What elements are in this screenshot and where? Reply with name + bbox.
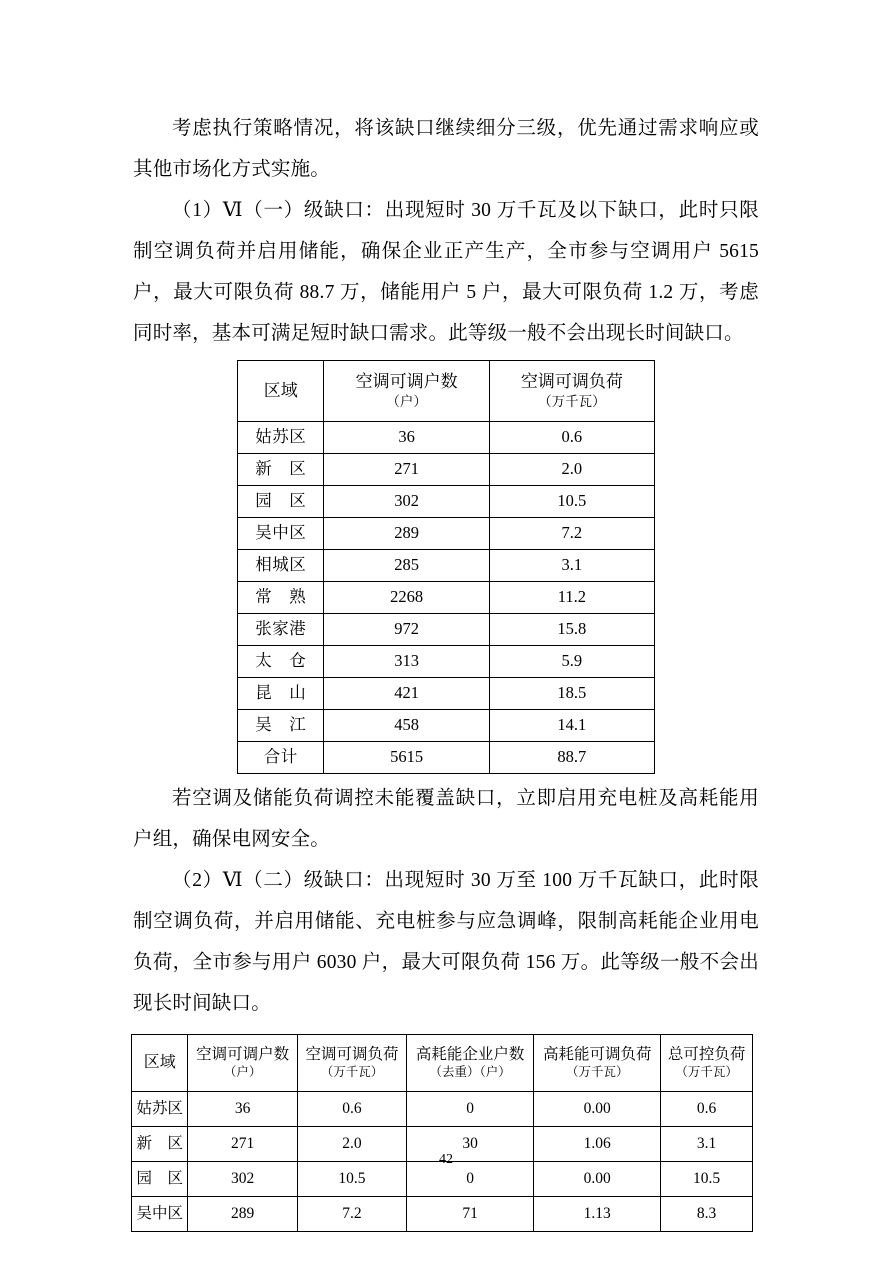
table-row bbox=[238, 582, 655, 614]
table-row bbox=[132, 1035, 753, 1092]
paragraph-level-vi-1: （1）Ⅵ（一）级缺口：出现短时 30 万千瓦及以下缺口，此时只限制空调负荷并启用储能，确保企业正产生产，全市参与空调用户 5615 户，最大可限负荷 88.7 万，储能用户 5 户，最大可限负荷 1.2 万，考虑同时率，基本可满足短时缺口需求。此等级一般不会出现长时间缺口。 bbox=[133, 200, 759, 344]
cell-ac-load: 14.1 bbox=[489, 710, 654, 742]
table-1-head bbox=[238, 361, 655, 422]
table-1-body bbox=[238, 422, 655, 774]
cell-total-load: 0.6 bbox=[661, 1092, 753, 1127]
table-row bbox=[132, 1092, 753, 1127]
cell-ac-load: 0.6 bbox=[489, 422, 654, 454]
cell-ac-load: 7.2 bbox=[489, 518, 654, 550]
th-ac-load-unit: （万千瓦） bbox=[538, 394, 606, 410]
th-high-energy-households-unit: （去重）（户） bbox=[429, 1065, 511, 1080]
cell-region: 太 仓 bbox=[238, 646, 324, 678]
paragraph-storage-note: 若空调及储能负荷调控未能覆盖缺口，立即启用充电桩及高耗能用户组，确保电网安全。 bbox=[133, 788, 759, 850]
th-total-load-unit: （万千瓦） bbox=[675, 1065, 738, 1080]
cell-region: 新 区 bbox=[132, 1127, 188, 1162]
table-2-head bbox=[132, 1035, 753, 1092]
cell-region-total: 合计 bbox=[238, 742, 324, 774]
cell-ac-households: 2268 bbox=[324, 582, 489, 614]
cell-total-load: 3.1 bbox=[661, 1127, 753, 1162]
table-row bbox=[238, 646, 655, 678]
th-ac-load bbox=[297, 1035, 406, 1092]
table-row bbox=[238, 454, 655, 486]
cell-ac-households: 289 bbox=[188, 1197, 297, 1232]
cell-region: 相城区 bbox=[238, 550, 324, 582]
table-row bbox=[238, 614, 655, 646]
page-content bbox=[133, 108, 759, 1232]
cell-region: 园 区 bbox=[132, 1162, 188, 1197]
table-1-wrapper bbox=[133, 360, 759, 774]
cell-ac-households-total: 5615 bbox=[324, 742, 489, 774]
th-ac-households bbox=[188, 1035, 297, 1092]
th-high-energy-load-title: 高耗能可调负荷 bbox=[542, 1046, 652, 1064]
cell-ac-households: 302 bbox=[188, 1162, 297, 1197]
cell-ac-households: 313 bbox=[324, 646, 489, 678]
th-high-energy-load bbox=[534, 1035, 661, 1092]
cell-ac-load: 11.2 bbox=[489, 582, 654, 614]
cell-ac-households: 289 bbox=[324, 518, 489, 550]
cell-high-energy-households: 30 bbox=[407, 1127, 534, 1162]
cell-ac-households: 972 bbox=[324, 614, 489, 646]
th-total-load-title: 总可控负荷 bbox=[667, 1046, 746, 1064]
cell-region: 吴中区 bbox=[238, 518, 324, 550]
cell-high-energy-load: 0.00 bbox=[534, 1092, 661, 1127]
th-ac-households-unit: （户） bbox=[223, 1065, 262, 1080]
cell-region: 姑苏区 bbox=[238, 422, 324, 454]
cell-ac-households: 458 bbox=[324, 710, 489, 742]
table-row bbox=[238, 518, 655, 550]
th-region-title: 区域 bbox=[143, 1053, 176, 1071]
cell-high-energy-load: 1.13 bbox=[534, 1197, 661, 1232]
table-row bbox=[238, 486, 655, 518]
cell-total-load: 10.5 bbox=[661, 1162, 753, 1197]
th-total-load bbox=[661, 1035, 753, 1092]
cell-region: 姑苏区 bbox=[132, 1092, 188, 1127]
th-region bbox=[132, 1035, 188, 1092]
cell-ac-load-total: 88.7 bbox=[489, 742, 654, 774]
cell-ac-load: 10.5 bbox=[297, 1162, 406, 1197]
cell-ac-load: 2.0 bbox=[489, 454, 654, 486]
cell-ac-households: 36 bbox=[324, 422, 489, 454]
cell-ac-households: 36 bbox=[188, 1092, 297, 1127]
cell-high-energy-load: 1.06 bbox=[534, 1127, 661, 1162]
cell-ac-households: 271 bbox=[188, 1127, 297, 1162]
paragraph-level-vi-2: （2）Ⅵ（二）级缺口：出现短时 30 万至 100 万千瓦缺口，此时限制空调负荷，并启用储能、充电桩参与应急调峰，限制高耗能企业用电负荷，全市参与用户 6030 户，最大可限负荷 156 万。此等级一般不会出现长时间缺口。 bbox=[133, 870, 759, 1014]
table-row bbox=[238, 361, 655, 422]
cell-ac-load: 7.2 bbox=[297, 1197, 406, 1232]
th-ac-households-title: 空调可调户数 bbox=[196, 1046, 290, 1064]
cell-ac-households: 421 bbox=[324, 678, 489, 710]
th-high-energy-load-unit: （万千瓦） bbox=[565, 1065, 629, 1080]
table-row bbox=[238, 710, 655, 742]
cell-region: 张家港 bbox=[238, 614, 324, 646]
cell-ac-load: 5.9 bbox=[489, 646, 654, 678]
page-number: 42 bbox=[439, 1152, 453, 1167]
cell-ac-households: 285 bbox=[324, 550, 489, 582]
cell-region: 常 熟 bbox=[238, 582, 324, 614]
cell-region: 吴中区 bbox=[132, 1197, 188, 1232]
cell-region: 园 区 bbox=[238, 486, 324, 518]
cell-high-energy-households: 0 bbox=[407, 1162, 534, 1197]
cell-ac-households: 302 bbox=[324, 486, 489, 518]
cell-ac-load: 15.8 bbox=[489, 614, 654, 646]
table-row-total bbox=[238, 742, 655, 774]
cell-high-energy-load: 0.00 bbox=[534, 1162, 661, 1197]
th-ac-load-title: 空调可调负荷 bbox=[520, 372, 623, 392]
table-row bbox=[238, 550, 655, 582]
table-row bbox=[238, 422, 655, 454]
th-ac-load-title: 空调可调负荷 bbox=[305, 1046, 399, 1064]
th-region bbox=[238, 361, 324, 422]
th-high-energy-households-title: 高耗能企业户数 bbox=[415, 1046, 525, 1064]
cell-total-load: 8.3 bbox=[661, 1197, 753, 1232]
table-row bbox=[132, 1197, 753, 1232]
ac-adjustable-load-table bbox=[237, 360, 655, 774]
paragraph-intro: 考虑执行策略情况，将该缺口继续细分三级，优先通过需求响应或其他市场化方式实施。 bbox=[133, 118, 759, 180]
cell-ac-load: 10.5 bbox=[489, 486, 654, 518]
cell-ac-load: 18.5 bbox=[489, 678, 654, 710]
cell-high-energy-households: 0 bbox=[407, 1092, 534, 1127]
cell-high-energy-households: 71 bbox=[407, 1197, 534, 1232]
controllable-load-detail-table bbox=[131, 1034, 753, 1232]
table-row bbox=[238, 678, 655, 710]
cell-region: 新 区 bbox=[238, 454, 324, 486]
th-high-energy-households bbox=[407, 1035, 534, 1092]
cell-ac-load: 2.0 bbox=[297, 1127, 406, 1162]
th-ac-load bbox=[489, 361, 654, 422]
cell-region: 吴 江 bbox=[238, 710, 324, 742]
cell-ac-load: 0.6 bbox=[297, 1092, 406, 1127]
th-ac-households bbox=[324, 361, 489, 422]
th-region-title: 区域 bbox=[263, 381, 298, 401]
th-ac-households-title: 空调可调户数 bbox=[355, 372, 458, 392]
cell-region: 昆 山 bbox=[238, 678, 324, 710]
th-ac-load-unit: （万千瓦） bbox=[320, 1065, 384, 1080]
th-ac-households-unit: （户） bbox=[386, 394, 427, 410]
cell-ac-load: 3.1 bbox=[489, 550, 654, 582]
table-2-wrapper bbox=[131, 1034, 757, 1232]
cell-ac-households: 271 bbox=[324, 454, 489, 486]
